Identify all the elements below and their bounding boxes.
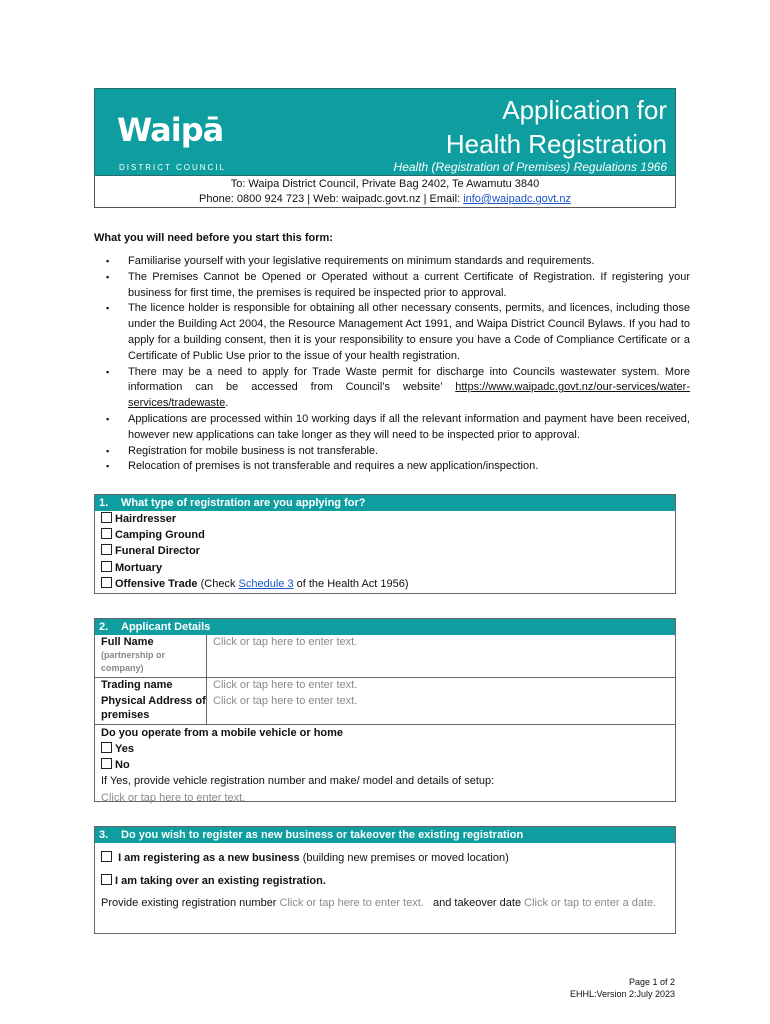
list-item: ▪ There may be a need to apply for Trade Waste permit for discharge into Councils wastewater system. More information can be accessed from Council’s website’ https://www.waipadc.govt.nz/our-services/water-services/tradewaste.: [94, 365, 690, 412]
full-name-input[interactable]: Click or tap here to enter text.: [213, 636, 358, 648]
schedule-3-link[interactable]: Schedule 3: [238, 577, 294, 590]
list-item: ▪ Relocation of premises is not transferable and requires a new application/inspection.: [94, 459, 690, 475]
logo-wordmark: Waipā: [117, 111, 224, 149]
checkbox[interactable]: [101, 742, 112, 753]
list-item: ▪ Applications are processed within 10 working days if all the relevant information and payment have been received, however new applications can take longer as they will need to be inspected prior to approval.: [94, 412, 690, 444]
existing-registration-row: Provide existing registration number Click or tap here to enter text. and takeover date Click or tap to enter a date.: [101, 897, 657, 910]
option-offensive-trade[interactable]: Offensive Trade (Check Schedule 3 of the Health Act 1956): [95, 576, 675, 592]
takeover-date-input[interactable]: Click or tap to enter a date.: [524, 897, 657, 910]
list-item: ▪ Familiarise yourself with your legislative requirements on minimum standards and requirements.: [94, 254, 690, 270]
full-name-label: Full Name (partnership or company): [95, 635, 207, 677]
section-business-type: [94, 826, 676, 934]
section-header: 2. Applicant Details: [95, 619, 675, 635]
page-title: Application for Health Registration: [445, 95, 667, 159]
checkbox[interactable]: [101, 561, 112, 572]
option-funeral-director[interactable]: Funeral Director: [95, 543, 675, 559]
regulations-subtitle: Health (Registration of Premises) Regulations 1966: [393, 160, 667, 174]
tradewaste-link[interactable]: https://www.waipadc.govt.nz/our-services/water-services/tradewaste: [128, 381, 690, 410]
option-takeover[interactable]: I am taking over an existing registration.: [95, 873, 675, 889]
section-registration-type: [94, 494, 676, 594]
section-applicant-details: [94, 618, 676, 802]
contact-info: To: Waipa District Council, Private Bag 2402, Te Awamutu 3840 Phone: 0800 924 723 | Web: waipadc.govt.nz | Email: info@waipadc.govt.nz: [94, 176, 676, 208]
checkbox[interactable]: [101, 851, 112, 862]
waipa-logo: [117, 107, 227, 177]
option-new-business[interactable]: I am registering as a new business (building new premises or moved location): [95, 850, 675, 866]
checkbox[interactable]: [101, 577, 112, 588]
section-header: 1. What type of registration are you applying for?: [95, 495, 675, 511]
list-item: ▪ The Premises Cannot be Opened or Operated without a current Certificate of Registration. If registering your business for first time, the premises is required be inspected prior to approval.: [94, 270, 690, 302]
checkbox[interactable]: [101, 512, 112, 523]
requirements-list: [94, 254, 690, 475]
checkbox[interactable]: [101, 758, 112, 769]
checkbox[interactable]: [101, 874, 112, 885]
mobile-question: Do you operate from a mobile vehicle or home: [95, 724, 675, 741]
page-number: Page 1 of 2: [628, 977, 675, 987]
checkbox[interactable]: [101, 544, 112, 555]
option-mortuary[interactable]: Mortuary: [95, 560, 675, 576]
section-header: 3. Do you wish to register as new business or takeover the existing registration: [95, 827, 675, 843]
version-label: EHHL:Version 2:July 2023: [569, 989, 675, 999]
address-label: Physical Address of premises: [95, 694, 207, 724]
option-yes[interactable]: Yes: [95, 741, 675, 757]
option-camping-ground[interactable]: Camping Ground: [95, 527, 675, 543]
list-item: ▪ Registration for mobile business is not transferable.: [94, 444, 690, 460]
registration-number-input[interactable]: Click or tap here to enter text.: [279, 897, 424, 910]
email-link[interactable]: info@waipadc.govt.nz: [463, 193, 571, 205]
trading-name-input[interactable]: Click or tap here to enter text.: [213, 679, 358, 691]
logo-subtitle: DISTRICT COUNCIL: [119, 163, 226, 172]
option-no[interactable]: No: [95, 757, 675, 773]
form-header: [94, 88, 676, 176]
requirements-heading: What you will need before you start this form:: [94, 232, 333, 244]
trading-name-label: Trading name: [95, 678, 207, 694]
vehicle-prompt: If Yes, provide vehicle registration number and make/ model and details of setup:: [101, 775, 495, 788]
address-input[interactable]: Click or tap here to enter text.: [213, 695, 358, 707]
checkbox[interactable]: [101, 528, 112, 539]
list-item: ▪ The licence holder is responsible for obtaining all other necessary consents, permits, and licences, including those under the Building Act 2004, the Resource Management Act 1991, and Waipa District Council Bylaws. If you had to apply for a building consent, then it is your responsibility to ensure you have a Code of Compliance Certificate or a Certificate of Public Use prior to the issue of your health registration.: [94, 301, 690, 364]
page-footer: [570, 976, 675, 1000]
vehicle-details-input[interactable]: Click or tap here to enter text.: [101, 791, 246, 804]
option-hairdresser[interactable]: Hairdresser: [95, 511, 675, 527]
